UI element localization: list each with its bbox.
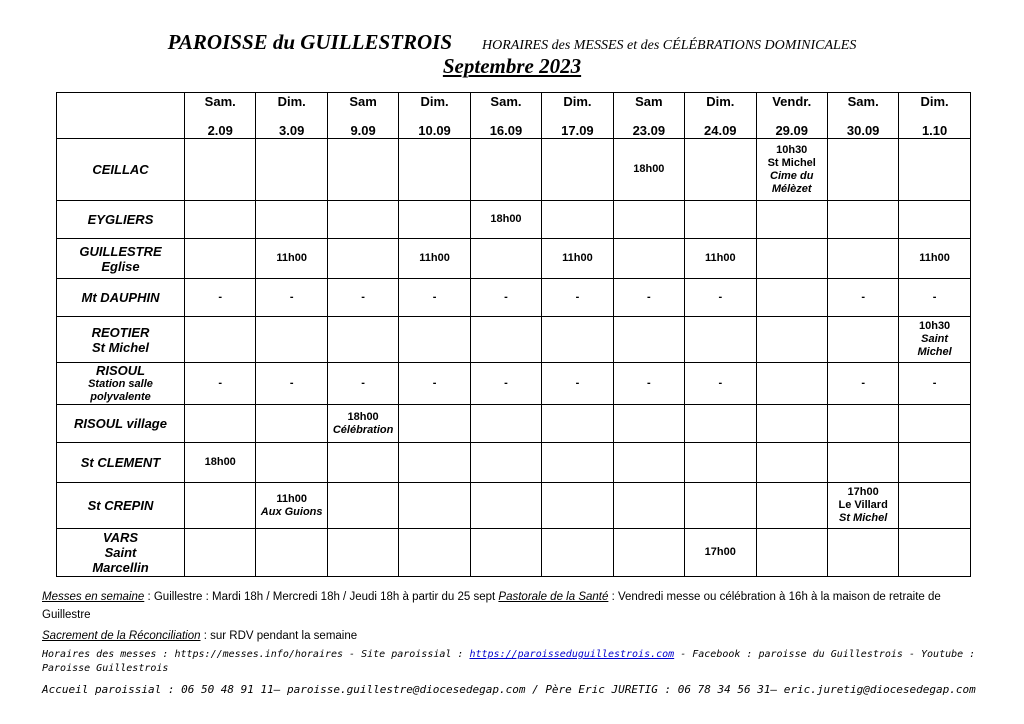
place-name: RISOUL [95,363,146,378]
schedule-cell [613,239,684,279]
day-name: Sam. [204,93,236,109]
table-row [57,201,971,239]
day-name: Dim. [920,93,949,109]
schedule-entry: 11h00 [562,252,593,264]
links-note [42,648,982,676]
schedule-cell [542,363,613,405]
schedule-entry: - [218,291,223,303]
schedule-cell [470,139,541,201]
place-subtitle: Station salle [88,378,153,390]
schedule-entry: 18h00 [204,456,236,468]
schedule-cell [256,317,327,363]
day-header [399,93,470,139]
schedule-cell [613,279,684,317]
schedule-cell [399,239,470,279]
schedule-cell [685,317,756,363]
schedule-cell [256,405,327,443]
schedule-entry: - [504,377,508,389]
schedule-entry: Michel [917,346,952,358]
schedule-cell [756,239,827,279]
mass-schedule-table [56,92,971,577]
place-cell [57,239,185,279]
schedule-cell [256,279,327,317]
day-name: Sam. [847,93,879,109]
schedule-entry: - [932,377,937,389]
schedule-cell [399,443,470,483]
day-date: 24.09 [704,122,737,138]
day-header [470,93,541,139]
schedule-cell [327,363,398,405]
schedule-cell [470,483,541,529]
notes-section [42,588,982,699]
health-pastoral-label: Pastorale de la Santé [498,591,609,603]
schedule-cell [756,405,827,443]
schedule-cell [327,443,398,483]
schedule-cell [613,405,684,443]
schedule-cell [399,317,470,363]
title-line [0,30,1024,55]
schedule-cell [685,363,756,405]
reconciliation-label: Sacrement de la Réconciliation [42,630,201,642]
weekday-masses-note [42,588,982,624]
schedule-entry: Célébration [332,423,394,436]
schedule-entry: - [718,377,723,389]
schedule-entry: - [289,291,294,303]
schedule-cell [327,239,398,279]
schedule-cell [827,443,898,483]
schedule-entry: - [504,291,508,303]
weekday-masses-text: : Guillestre : Mardi 18h / Mercredi 18h / Jeudi 18h à partir du 25 sept [144,591,499,603]
schedule-cell [470,363,541,405]
schedule-cell [756,363,827,405]
schedule-cell [899,239,970,279]
schedule-entry: 18h00 [633,163,665,175]
day-date: 3.09 [279,122,305,138]
schedule-entry: - [861,377,865,389]
place-cell [57,363,185,405]
schedule-entry: - [361,377,365,389]
place-subtitle: polyvalente [90,391,151,403]
day-header [256,93,327,139]
table-row [57,239,971,279]
schedule-cell [899,317,970,363]
schedule-cell [542,443,613,483]
table-row [57,317,971,363]
schedule-entry: - [432,377,437,389]
parish-site-link[interactable]: https://paroisseduguillestrois.com [469,649,675,660]
schedule-cell [613,317,684,363]
links-text-2: - Facebook : paroisse du Guillestrois - Youtube : Paroisse Guillestrois [42,649,976,674]
schedule-cell [542,201,613,239]
day-header [756,93,827,139]
place-name: St CREPIN [87,498,154,513]
schedule-cell [256,201,327,239]
schedule-cell [470,201,541,239]
schedule-cell [756,317,827,363]
schedule-cell [827,317,898,363]
schedule-cell [827,201,898,239]
schedule-entry: - [218,377,223,389]
schedule-cell [756,139,827,201]
schedule-entry: Le Villard [838,499,888,511]
day-date: 2.09 [207,122,233,138]
schedule-cell [613,139,684,201]
place-subtitle: Saint [104,545,137,560]
schedule-entry: 18h00 [347,410,379,423]
schedule-cell [899,529,970,577]
place-name: EYGLIERS [87,212,154,227]
schedule-cell [542,405,613,443]
schedule-cell [399,139,470,201]
schedule-cell [542,239,613,279]
schedule-cell [185,483,256,529]
schedule-cell [899,405,970,443]
schedule-cell [685,201,756,239]
place-name: St CLEMENT [80,455,161,470]
schedule-cell [899,483,970,529]
schedule-entry: Aux Guions [260,505,323,518]
weekday-masses-label: Messes en semaine [42,591,145,603]
schedule-cell [470,529,541,577]
schedule-entry: Saint [921,333,949,345]
place-cell [57,279,185,317]
schedule-cell [827,483,898,529]
day-name: Vendr. [772,93,812,109]
reconciliation-text: : sur RDV pendant la semaine [200,630,358,642]
schedule-cell [327,405,398,443]
schedule-entry: - [575,291,580,303]
corner-cell [57,93,185,139]
day-date: 17.09 [561,122,594,138]
table-row [57,363,971,405]
place-subtitle: Marcellin [92,560,149,575]
schedule-cell [613,529,684,577]
schedule-entry: 11h00 [919,252,950,264]
schedule-cell [185,363,256,405]
schedule-cell [185,529,256,577]
day-date: 1.10 [921,122,948,138]
schedule-cell [185,405,256,443]
place-name: GUILLESTRE [79,243,162,259]
schedule-cell [899,279,970,317]
schedule-cell [613,483,684,529]
month-heading: Septembre 2023 [442,54,582,78]
place-cell [57,529,185,577]
day-date: 30.09 [846,122,880,138]
place-name: Mt DAUPHIN [81,290,160,305]
schedule-entry: 17h00 [847,486,879,498]
schedule-cell [685,239,756,279]
schedule-cell [470,239,541,279]
table-row [57,443,971,483]
schedule-cell [542,483,613,529]
schedule-cell [827,279,898,317]
table-row [57,405,971,443]
schedule-entry: - [861,291,865,303]
page-subtitle: HORAIRES des MESSES et des CÉLÉBRATIONS DOMINICALES [482,38,857,53]
schedule-cell [827,529,898,577]
place-name: CEILLAC [92,162,149,177]
schedule-cell [542,529,613,577]
schedule-entry: - [718,291,723,303]
schedule-cell [827,363,898,405]
schedule-cell [399,279,470,317]
schedule-cell [185,139,256,201]
schedule-cell [899,139,970,201]
schedule-cell [470,443,541,483]
table-row [57,139,971,201]
schedule-entry: 17h00 [704,546,736,558]
schedule-cell [327,483,398,529]
links-text: Horaires des messes : https://messes.info/horaires - Site paroissial : [42,649,470,660]
schedule-cell [899,201,970,239]
schedule-entry: 11h00 [419,252,450,264]
table-row [57,483,971,529]
day-name: Sam [635,93,663,109]
schedule-entry: - [432,291,437,303]
reconciliation-note [42,627,982,646]
schedule-entry: 18h00 [490,213,522,225]
schedule-cell [613,201,684,239]
schedule-cell [685,279,756,317]
place-cell [57,483,185,529]
schedule-cell [327,317,398,363]
place-cell [57,139,185,201]
schedule-entry: - [575,377,580,389]
schedule-cell [185,239,256,279]
day-date: 10.09 [418,122,451,138]
day-date: 23.09 [632,122,666,138]
schedule-entry: - [932,291,937,303]
schedule-cell [899,443,970,483]
day-header [685,93,756,139]
schedule-cell [185,279,256,317]
schedule-entry: - [289,377,294,389]
schedule-cell [470,317,541,363]
schedule-cell [542,279,613,317]
schedule-cell [327,279,398,317]
schedule-cell [756,279,827,317]
schedule-entry: 10h30 [776,143,808,156]
schedule-cell [685,529,756,577]
schedule-cell [613,443,684,483]
schedule-cell [256,483,327,529]
schedule-cell [399,405,470,443]
schedule-cell [399,529,470,577]
schedule-cell [185,201,256,239]
schedule-cell [185,443,256,483]
schedule-cell [685,443,756,483]
day-name: Dim. [563,93,592,109]
table-row [57,529,971,577]
schedule-cell [685,405,756,443]
day-date: 16.09 [489,122,523,138]
schedule-entry: St Michel [767,156,816,169]
place-name: REOTIER [91,324,150,340]
place-cell [57,443,185,483]
schedule-entry: Mélèzet [771,182,812,195]
schedule-cell [256,363,327,405]
schedule-entry: Cime du [770,169,814,182]
place-cell [57,201,185,239]
schedule-cell [685,483,756,529]
schedule-cell [327,201,398,239]
schedule-cell [256,529,327,577]
schedule-entry: - [647,291,651,303]
schedule-cell [827,405,898,443]
schedule-cell [899,363,970,405]
schedule-cell [542,317,613,363]
day-header [899,93,970,139]
day-date: 29.09 [775,122,808,138]
schedule-entry: 11h00 [276,492,307,505]
schedule-cell [399,483,470,529]
schedule-cell [613,363,684,405]
day-name: Dim. [706,93,735,109]
place-name: RISOUL village [74,416,167,431]
schedule-cell [399,363,470,405]
place-subtitle: Eglise [101,258,140,274]
schedule-entry: St Michel [839,512,888,524]
schedule-cell [827,139,898,201]
place-cell [57,405,185,443]
schedule-cell [256,239,327,279]
day-name: Dim. [277,93,306,109]
schedule-cell [256,443,327,483]
header-row [57,93,971,139]
day-name: Sam [349,93,377,109]
day-date: 9.09 [350,122,376,138]
contact-line: Accueil paroissial : 06 50 48 91 11– paroisse.guillestre@diocesedegap.com / Père Eric JURETIG : 06 78 34 56 31– eric.juretig@diocesedegap.com [42,683,976,696]
health-pastoral-text: : Vendredi messe ou célébration à 16h à la maison de retraite de Guillestre [42,591,941,621]
day-header [327,93,398,139]
schedule-entry: 10h30 [918,320,951,332]
schedule-entry: - [647,377,651,389]
schedule-cell [470,279,541,317]
day-header [542,93,613,139]
page-title: PAROISSE du GUILLESTROIS [167,30,453,54]
schedule-cell [327,139,398,201]
schedule-cell [756,443,827,483]
place-cell [57,317,185,363]
schedule-cell [685,139,756,201]
schedule-entry: - [361,291,365,303]
schedule-cell [827,239,898,279]
schedule-cell [185,317,256,363]
schedule-cell [756,483,827,529]
schedule-cell [399,201,470,239]
table-body [57,139,971,577]
day-header [613,93,684,139]
day-header [185,93,256,139]
schedule-entry: 11h00 [704,252,736,264]
schedule-cell [256,139,327,201]
schedule-cell [542,139,613,201]
day-name: Sam. [490,93,522,109]
place-subtitle: St Michel [91,339,150,355]
schedule-cell [756,201,827,239]
schedule-cell [470,405,541,443]
table-row [57,279,971,317]
schedule-entry: 11h00 [276,252,307,264]
place-name: VARS [102,530,139,545]
schedule-cell [327,529,398,577]
day-name: Dim. [420,93,449,109]
schedule-cell [756,529,827,577]
day-header [827,93,898,139]
